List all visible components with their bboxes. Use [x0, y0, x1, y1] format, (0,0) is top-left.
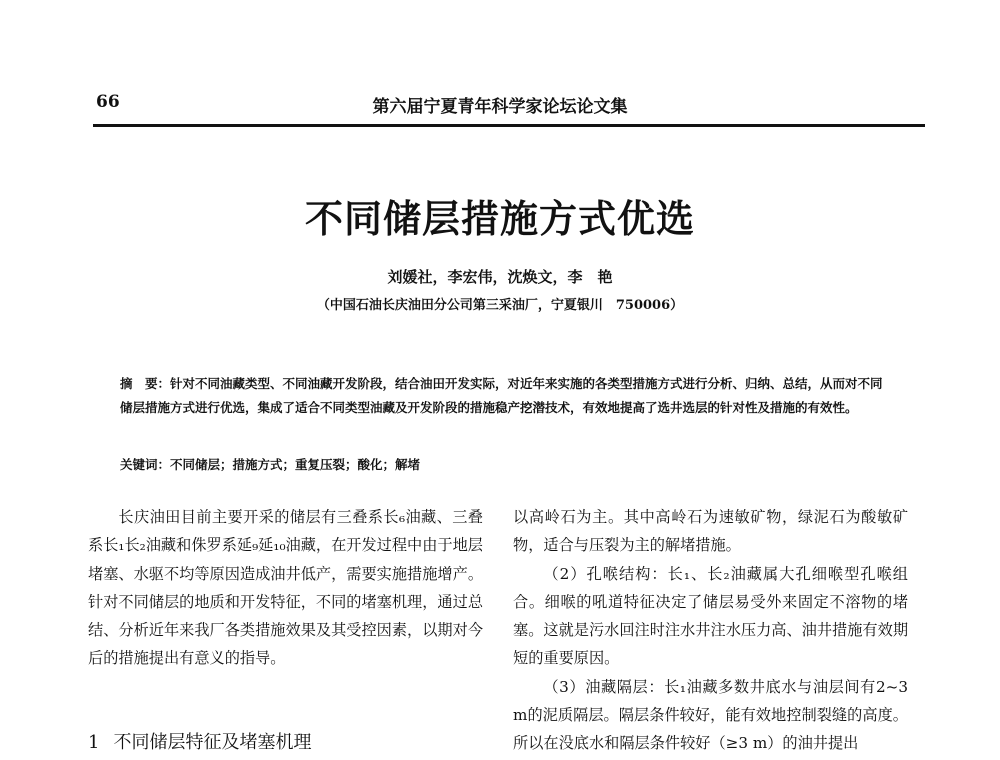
intro-paragraph: 长庆油田目前主要开采的储层有三叠系长₆油藏、三叠系长₁长₂油藏和侏罗系延₉延₁₀油藏，在开发过程中由于地层堵塞、水驱不均等原因造成油井低产，需要实施措施增产。针对不同储层的地质和开发特征，不同的堵塞机理，通过总结、分析近年来我厂各类措施效果及其受控因素，以期对今后的措施提出有意义的指导。	[88, 508, 483, 668]
right-paragraph-2: （2）孔喉结构：长₁、长₂油藏属大孔细喉型孔喉组合。细喉的吼道特征决定了储层易受外来固定不溶物的堵塞。这就是污水回注时注水井注水压力高、油井措施有效期短的重要原因。	[513, 564, 908, 668]
affiliation: （中国石油长庆油田分公司第三采油厂，宁夏银川 750006）	[316, 298, 684, 313]
header-rule	[93, 124, 925, 127]
left-column	[88, 503, 483, 673]
section-title: 不同储层特征及堵塞机理	[113, 732, 312, 753]
abstract-label: 摘 要：	[120, 376, 171, 391]
abstract-text: 针对不同油藏类型、不同油藏开发阶段，结合油田开发实际，对近年来实施的各类型措施方式进行分析、归纳、总结，从而对不同储层措施方式进行优选，集成了适合不同类型油藏及开发阶段的措施稳产挖潜技术，有效地提高了选井选层的针对性及措施的有效性。	[120, 376, 883, 415]
keywords	[120, 455, 892, 473]
article-title: 不同储层措施方式优选	[304, 196, 695, 241]
authors: 刘媛社，李宏伟，沈焕文，李 艳	[387, 268, 613, 286]
section-heading	[88, 728, 311, 754]
running-title: 第六届宁夏青年科学家论坛论文集	[372, 97, 628, 117]
page-number: 66	[96, 92, 120, 112]
keywords-label: 关键词：	[120, 457, 171, 472]
right-paragraph-1: 以高岭石为主。其中高岭石为速敏矿物，绿泥石为酸敏矿物，适合与压裂为主的解堵措施。	[513, 508, 908, 555]
keywords-text: 不同储层；措施方式；重复压裂；酸化；解堵	[170, 457, 421, 472]
section-number: 1	[88, 732, 100, 753]
abstract	[120, 372, 892, 420]
right-column	[513, 503, 908, 758]
right-paragraph-3: （3）油藏隔层：长₁油藏多数井底水与油层间有2~3 m的泥质隔层。隔层条件较好，能有效地控制裂缝的高度。所以在没底水和隔层条件较好（≥3 m）的油井提出	[513, 677, 908, 753]
